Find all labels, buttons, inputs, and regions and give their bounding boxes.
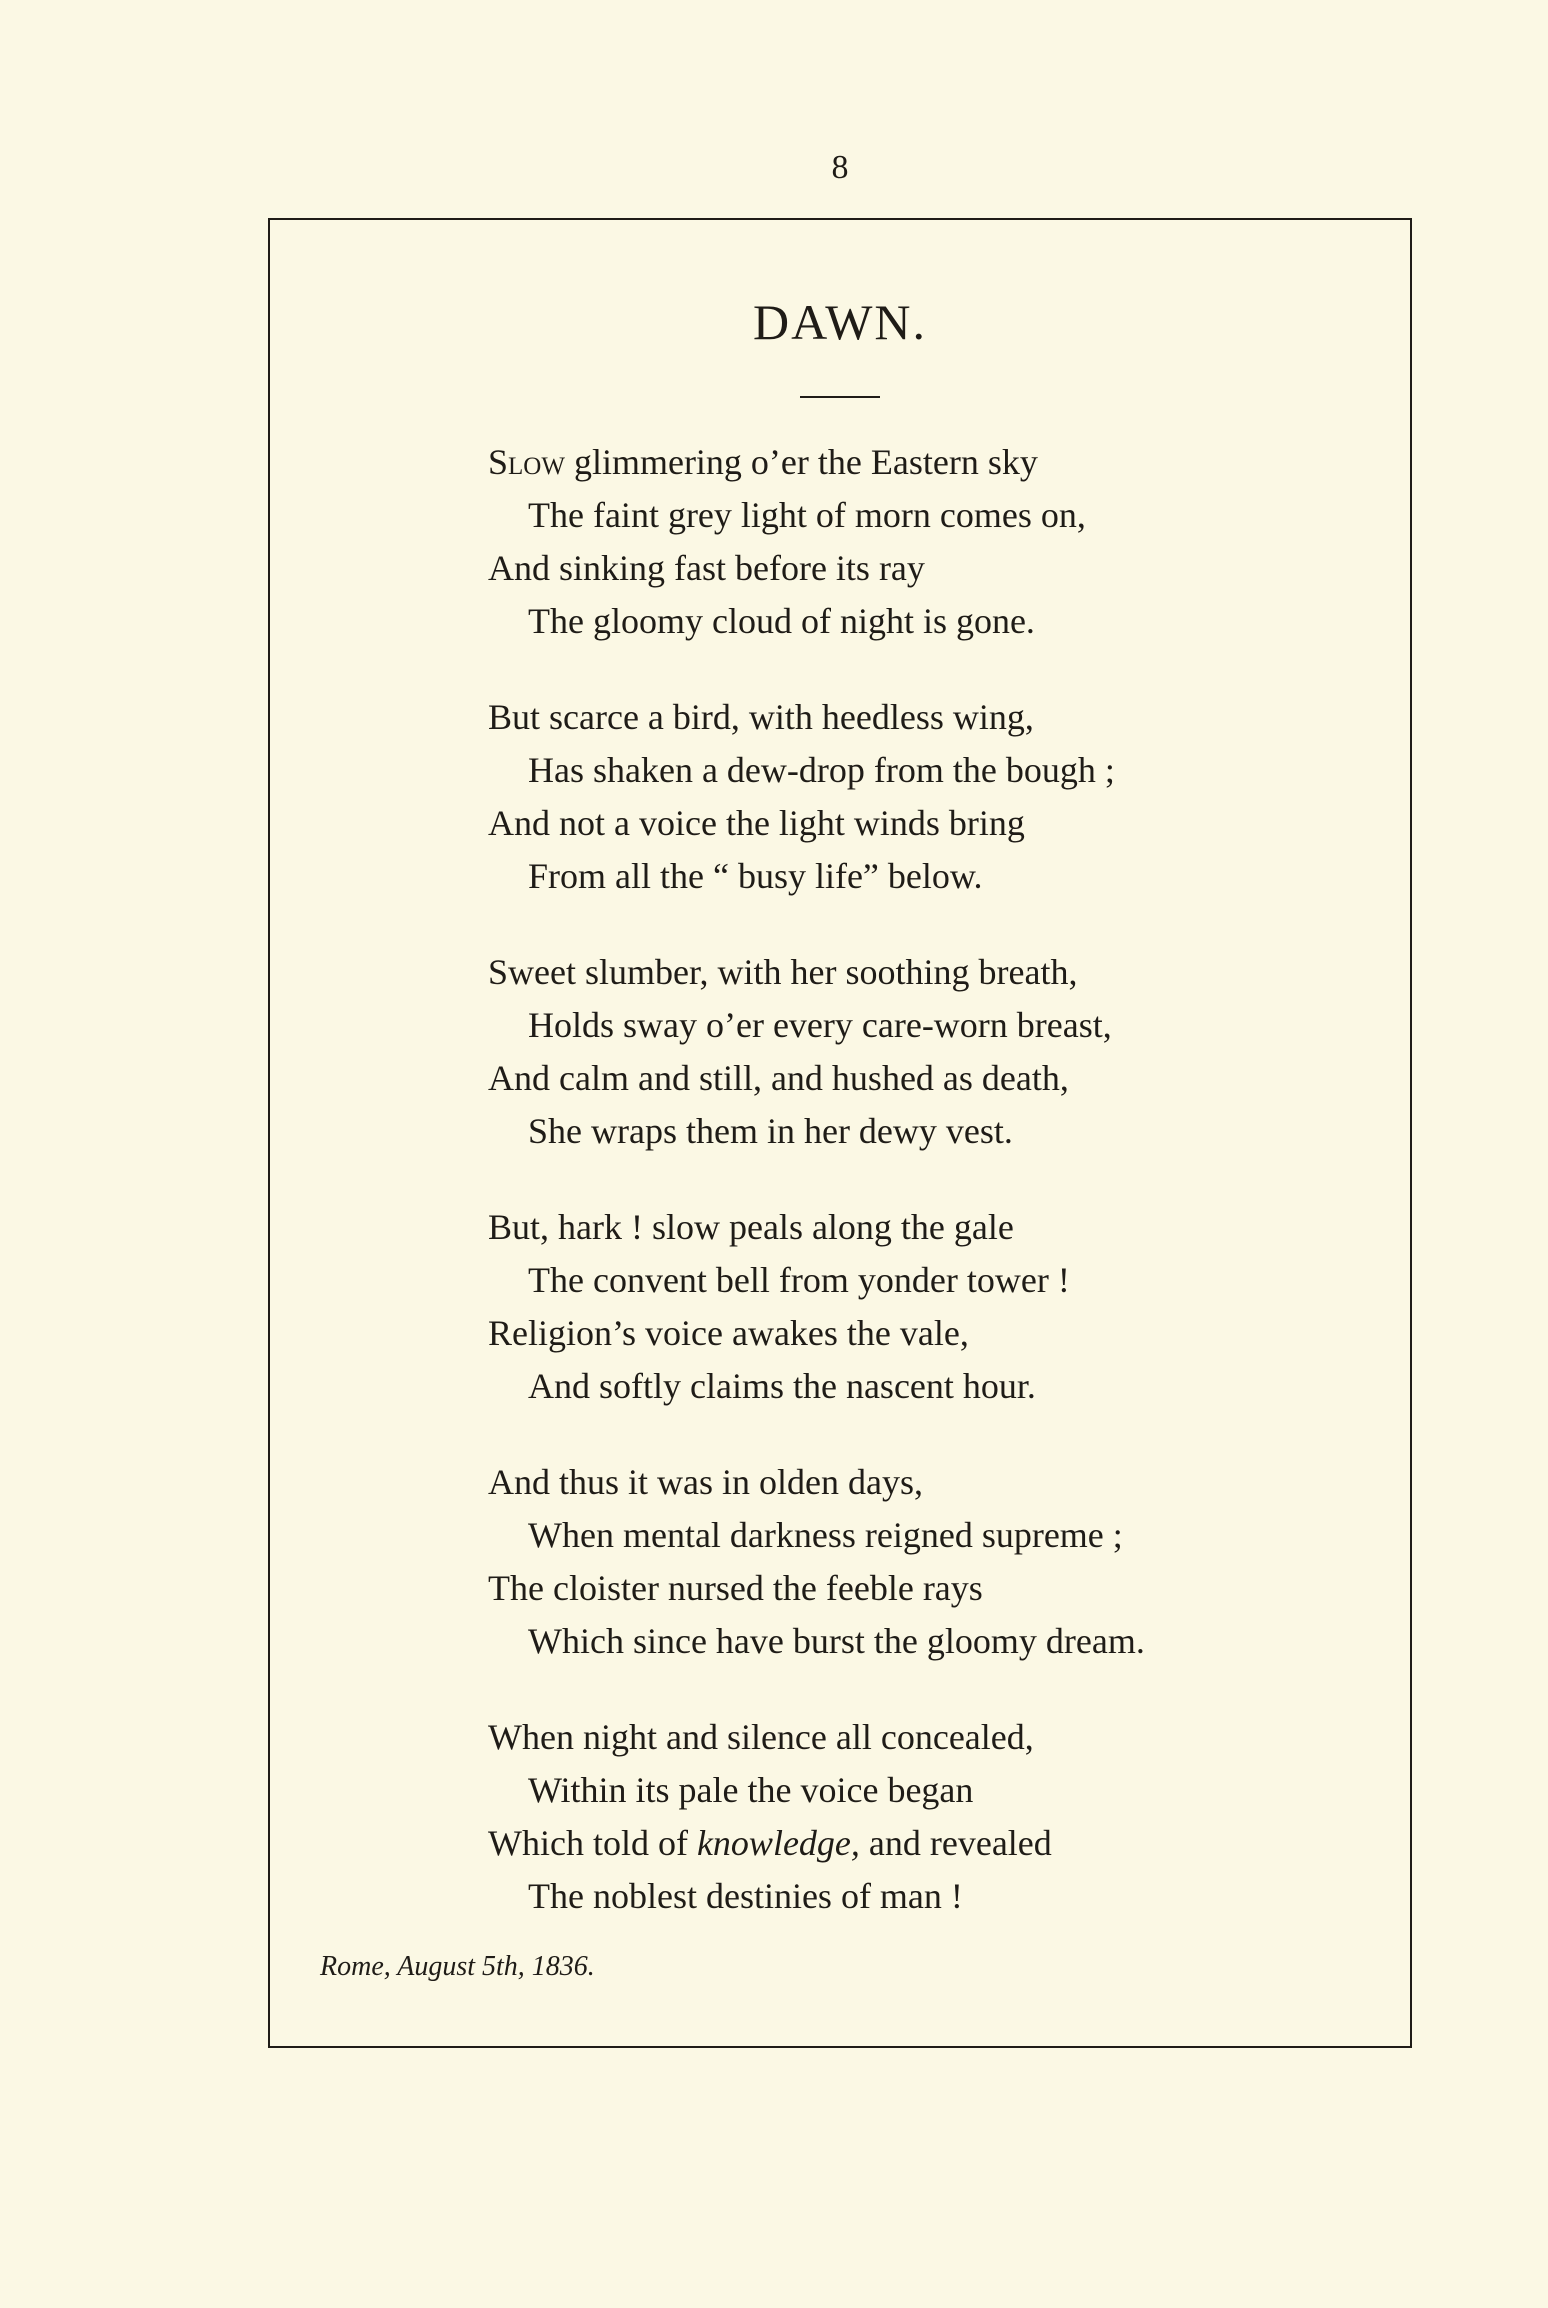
poem-line: Has shaken a dew-drop from the bough ; bbox=[528, 750, 1115, 790]
place-date-signoff: Rome, August 5th, 1836. bbox=[320, 1951, 595, 1982]
poem-line: The faint grey light of morn comes on, bbox=[528, 495, 1086, 535]
poem-line: But, hark ! slow peals along the gale bbox=[488, 1207, 1014, 1247]
stanza-5 bbox=[488, 1456, 1388, 1668]
poem-line: Which since have burst the gloomy dream. bbox=[528, 1621, 1145, 1661]
title-rule-divider bbox=[800, 396, 880, 398]
poem-body bbox=[488, 436, 1388, 1966]
line-text: Which told of bbox=[488, 1823, 697, 1863]
stanza-3 bbox=[488, 946, 1388, 1158]
poem-line: The convent bell from yonder tower ! bbox=[528, 1260, 1070, 1300]
emphasized-word: knowledge, bbox=[696, 1823, 860, 1863]
poem-line: She wraps them in her dewy vest. bbox=[528, 1111, 1013, 1151]
poem-line: When mental darkness reigned supreme ; bbox=[528, 1515, 1123, 1555]
poem-line: Holds sway o’er every care-worn breast, bbox=[528, 1005, 1112, 1045]
poem-line: And not a voice the light winds bring bbox=[488, 803, 1025, 843]
poem-line: And sinking fast before its ray bbox=[488, 548, 925, 588]
line-text: and revealed bbox=[859, 1823, 1052, 1863]
poem-line: Religion’s voice awakes the vale, bbox=[488, 1313, 969, 1353]
poem-frame bbox=[268, 218, 1412, 2048]
stanza-1 bbox=[488, 436, 1388, 648]
stanza-6 bbox=[488, 1711, 1388, 1923]
poem-line: The gloomy cloud of night is gone. bbox=[528, 601, 1035, 641]
drop-word: Slow bbox=[488, 442, 565, 482]
page-number: 8 bbox=[831, 149, 849, 186]
poem-line: When night and silence all concealed, bbox=[488, 1717, 1034, 1757]
poem-line: And thus it was in olden days, bbox=[488, 1462, 923, 1502]
poem-line: Sweet slumber, with her soothing breath, bbox=[488, 952, 1078, 992]
poem-line: The noblest destinies of man ! bbox=[528, 1876, 963, 1916]
poem-line bbox=[488, 436, 1388, 489]
line-text: glimmering o’er the Eastern sky bbox=[564, 442, 1038, 482]
stanza-2 bbox=[488, 691, 1388, 903]
poem-line: And softly claims the nascent hour. bbox=[528, 1366, 1036, 1406]
stanza-4 bbox=[488, 1201, 1388, 1413]
poem-line: From all the “ busy life” below. bbox=[528, 856, 983, 896]
poem-line: The cloister nursed the feeble rays bbox=[488, 1568, 983, 1608]
poem-line: Within its pale the voice began bbox=[528, 1770, 974, 1810]
poem-title: DAWN. bbox=[752, 294, 927, 350]
poem-line bbox=[488, 1817, 1388, 1870]
poem-line: And calm and still, and hushed as death, bbox=[488, 1058, 1069, 1098]
poem-line: But scarce a bird, with heedless wing, bbox=[488, 697, 1034, 737]
